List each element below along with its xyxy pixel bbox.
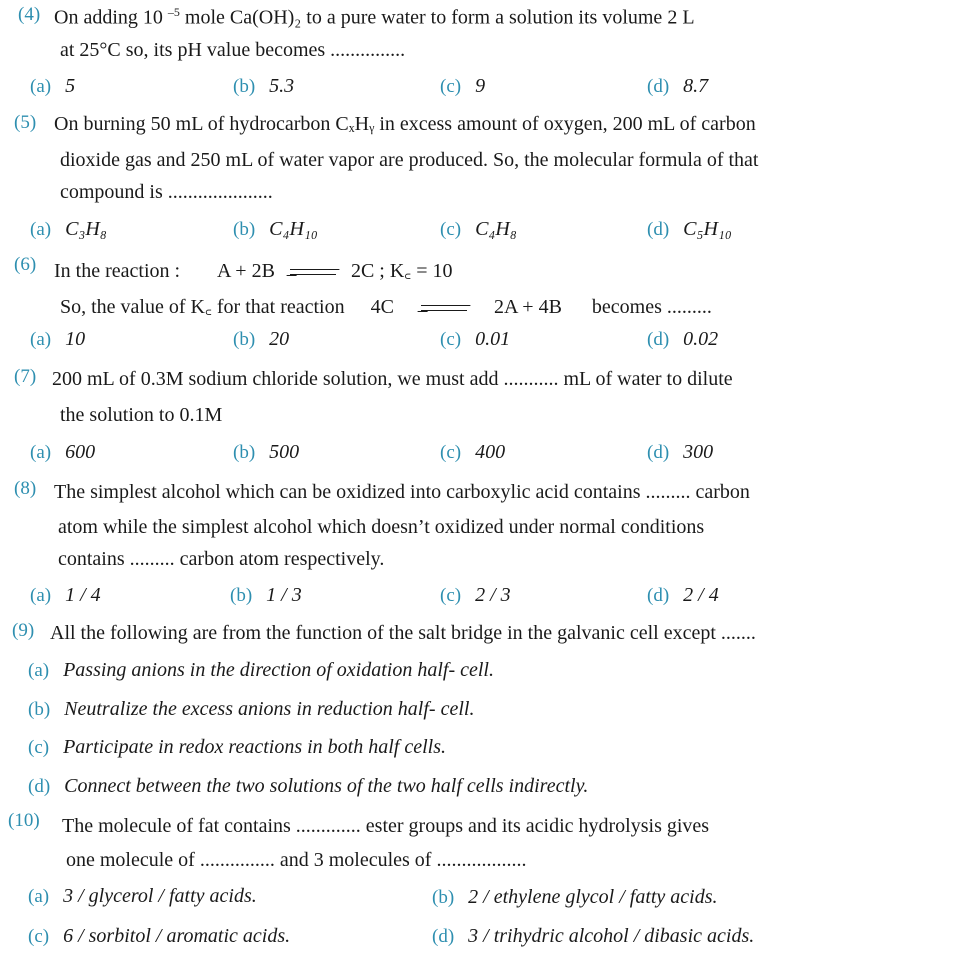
option-value: 8.7 [683,75,709,97]
option-d[interactable] [647,218,732,241]
option-value: Participate in redox reactions in both half cells. [63,736,446,758]
question-number: (4) [18,4,41,25]
option-label: (c) [440,442,462,463]
option-value: 6 / sorbitol / aromatic acids. [63,925,291,947]
option-b[interactable] [233,218,318,241]
question-text: All the following are from the function of the salt bridge in the galvanic cell except ....... [50,622,756,644]
option-b[interactable] [233,328,289,351]
option-d[interactable] [647,441,713,464]
option-label: (d) [432,926,455,947]
option-label: (d) [647,219,670,240]
option-value: Connect between the two solutions of the two half cells indirectly. [64,775,589,797]
question-text: atom while the simplest alcohol which doesn’t oxidized under normal conditions [58,516,705,538]
option-label: (b) [233,329,256,350]
option-label: (a) [30,329,52,350]
option-value: 2 / ethylene glycol / fatty acids. [468,886,718,908]
question-text: On burning 50 mL of hydrocarbon CₓHᵧ in excess amount of oxygen, 200 mL of carbon [54,113,756,135]
question-number: (5) [14,112,37,133]
option-value: C₃H₈ [65,218,107,240]
question-text: 200 mL of 0.3M sodium chloride solution, we must add ........... mL of water to dilute [52,368,733,390]
option-label: (c) [440,76,462,97]
option-c[interactable] [440,584,511,607]
option-d[interactable] [647,75,708,98]
option-label: (d) [647,76,670,97]
option-label: (c) [440,585,462,606]
question-number: (10) [8,810,40,831]
question-text: at 25°C so, its pH value becomes ............... [60,39,406,61]
option-a[interactable] [30,441,95,464]
equation-right: 2C ; K꜀ = 10 [350,260,453,282]
option-value: 1 / 4 [65,584,101,606]
option-a[interactable] [28,885,257,908]
option-label: (b) [230,585,253,606]
question-text: So, the value of K꜀ for that reaction 4C 2A + 4B becomes ......... [60,296,712,318]
option-value: 0.01 [475,328,511,350]
equation-left: 4C [370,296,394,318]
question-text: compound is ..................... [60,181,273,203]
option-b[interactable] [28,698,474,721]
option-c[interactable] [440,441,505,464]
option-label: (c) [28,926,50,947]
option-value: 20 [269,328,290,350]
option-value: 9 [475,75,486,97]
option-label: (a) [28,886,50,907]
option-value: 2 / 4 [683,584,719,606]
question-text: In the reaction : A + 2B 2C ; K꜀ = 10 [54,260,453,282]
option-value: 1 / 3 [266,584,302,606]
question-number: (8) [14,478,37,499]
option-label: (c) [28,737,50,758]
option-c[interactable] [28,925,290,948]
option-label: (b) [28,699,51,720]
option-label: (a) [30,219,52,240]
option-label: (a) [30,442,52,463]
question-text: the solution to 0.1M [60,404,223,426]
question-number: (9) [12,620,35,641]
option-label: (c) [440,329,462,350]
option-c[interactable] [440,218,517,241]
equilibrium-arrow-icon [421,303,467,313]
option-value: Neutralize the excess anions in reduction half- cell. [64,698,475,720]
question-number: (7) [14,366,37,387]
option-value: 3 / glycerol / fatty acids. [63,885,257,907]
option-label: (a) [30,585,52,606]
option-value: 3 / trihydric alcohol / dibasic acids. [468,925,755,947]
option-value: 300 [683,441,714,463]
option-label: (d) [28,776,51,797]
equation-left: A + 2B [216,260,275,282]
option-value: 5.3 [269,75,295,97]
option-d[interactable] [647,584,719,607]
question-text: On adding 10 $^{-5}$ mole Ca(OH)₂ to a pure water to form a solution its volume 2 L [54,5,695,29]
question-text: dioxide gas and 250 mL of water vapor are produced. So, the molecular formula of that [60,149,759,171]
option-b[interactable] [432,886,718,909]
option-value: 10 [65,328,86,350]
option-value: C₅H₁₀ [683,218,732,240]
option-b[interactable] [233,441,299,464]
option-a[interactable] [28,659,494,682]
option-a[interactable] [30,584,101,607]
question-text: one molecule of ............... and 3 molecules of .................. [66,849,527,871]
option-label: (a) [28,660,50,681]
option-d[interactable] [432,925,754,948]
option-value: 500 [269,441,300,463]
option-c[interactable] [28,736,446,759]
option-label: (d) [647,329,670,350]
question-number: (6) [14,254,37,275]
option-a[interactable] [30,75,75,98]
option-value: C₄H₈ [475,218,517,240]
option-a[interactable] [30,218,107,241]
option-value: 0.02 [683,328,719,350]
option-value: C₄H₁₀ [269,218,318,240]
option-label: (b) [233,442,256,463]
option-label: (d) [647,585,670,606]
option-value: 5 [65,75,76,97]
equilibrium-arrow-icon [290,267,336,277]
option-b[interactable] [230,584,302,607]
option-label: (c) [440,219,462,240]
option-label: (b) [432,887,455,908]
option-label: (b) [233,76,256,97]
option-value: Passing anions in the direction of oxidation half- cell. [63,659,494,681]
option-d[interactable] [28,775,588,798]
option-value: 2 / 3 [475,584,511,606]
equation-right: 2A + 4B [493,296,562,318]
question-text: The simplest alcohol which can be oxidized into carboxylic acid contains ......... carbon [54,481,750,503]
option-label: (d) [647,442,670,463]
option-a[interactable] [30,328,85,351]
option-c[interactable] [440,328,510,351]
option-d[interactable] [647,328,718,351]
option-b[interactable] [233,75,294,98]
option-c[interactable] [440,75,485,98]
option-label: (b) [233,219,256,240]
question-text: contains ......... carbon atom respectively. [58,548,385,570]
option-value: 400 [475,441,506,463]
option-label: (a) [30,76,52,97]
option-value: 600 [65,441,96,463]
question-text: The molecule of fat contains ............. ester groups and its acidic hydrolysis gives [62,815,710,837]
